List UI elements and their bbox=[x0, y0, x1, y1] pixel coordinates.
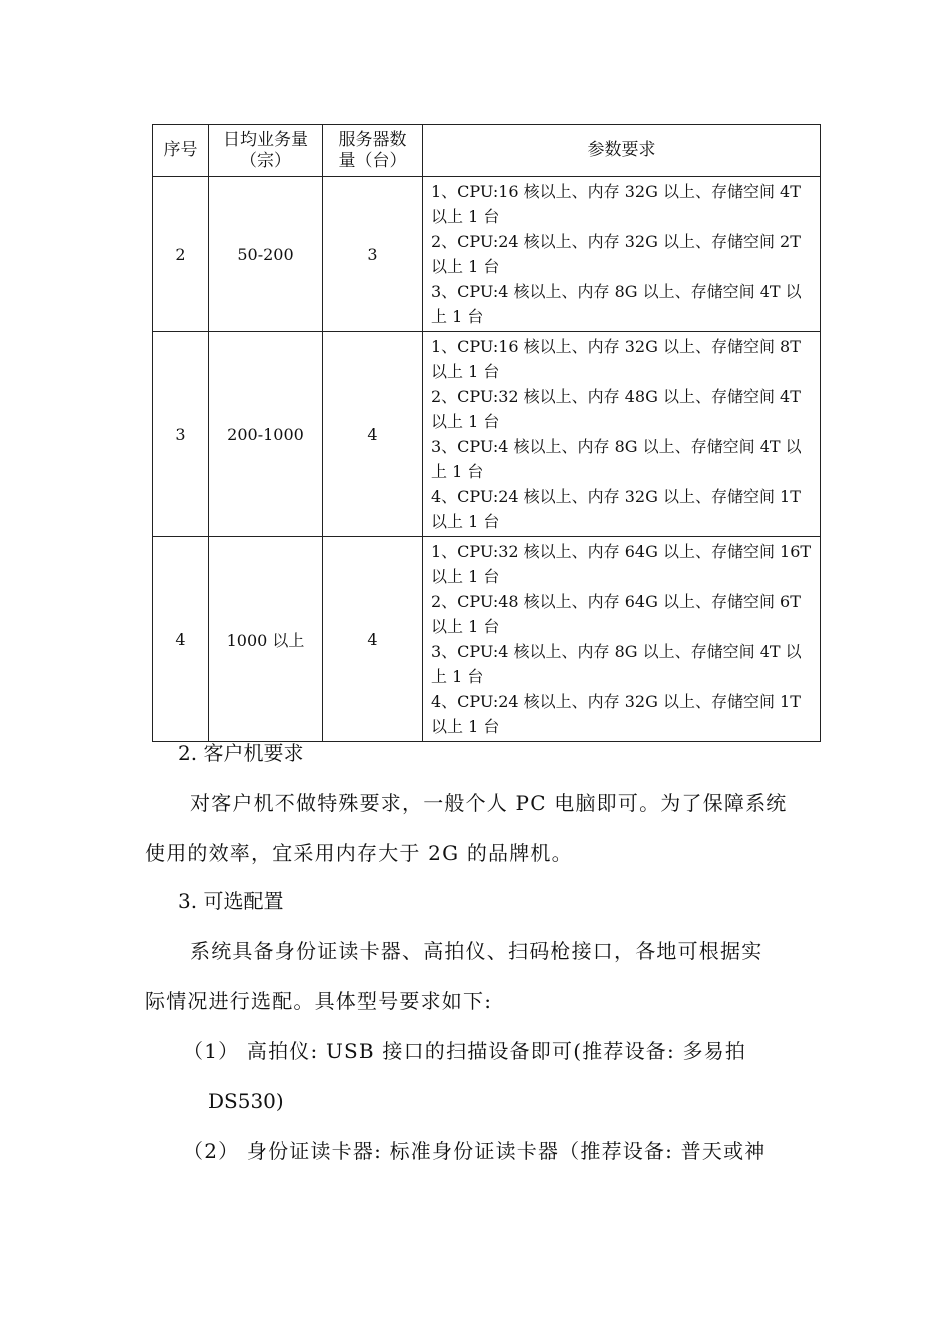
row-volume: 50-200 bbox=[209, 177, 323, 332]
header-daily-volume: 日均业务量 （宗） bbox=[209, 125, 323, 177]
row-no: 3 bbox=[153, 332, 209, 537]
row-requirements bbox=[423, 537, 821, 742]
requirement-item: 1、CPU:16 核以上、内存 32G 以上、存储空间 8T 以上 1 台 bbox=[431, 337, 801, 381]
row-no: 4 bbox=[153, 537, 209, 742]
requirement-item: 4、CPU:24 核以上、内存 32G 以上、存储空间 1T 以上 1 台 bbox=[431, 692, 801, 736]
row-requirements bbox=[423, 332, 821, 537]
row-servers: 4 bbox=[323, 537, 423, 742]
requirement-item: 3、CPU:4 核以上、内存 8G 以上、存储空间 4T 以上 1 台 bbox=[431, 282, 802, 326]
row-requirements bbox=[423, 177, 821, 332]
row-no: 2 bbox=[153, 177, 209, 332]
section-3-heading: 3. 可选配置 bbox=[178, 889, 284, 913]
list-item-high-speed-scanner: （1） 高拍仪: USB 接口的扫描设备即可(推荐设备: 多易拍 bbox=[183, 1039, 747, 1063]
section-2-paragraph-line: 使用的效率，宜采用内存大于 2G 的品牌机。 bbox=[145, 841, 573, 865]
header-server-count: 服务器数 量（台） bbox=[323, 125, 423, 177]
section-3-paragraph-line: 系统具备身份证读卡器、高拍仪、扫码枪接口，各地可根据实 bbox=[190, 939, 763, 963]
requirement-item: 2、CPU:32 核以上、内存 48G 以上、存储空间 4T 以上 1 台 bbox=[431, 387, 801, 431]
table-row bbox=[153, 332, 821, 537]
table-row bbox=[153, 177, 821, 332]
list-item-id-card-reader: （2） 身份证读卡器: 标准身份证读卡器（推荐设备: 普天或神 bbox=[183, 1139, 766, 1163]
requirement-item: 2、CPU:24 核以上、内存 32G 以上、存储空间 2T 以上 1 台 bbox=[431, 232, 801, 276]
requirement-item: 4、CPU:24 核以上、内存 32G 以上、存储空间 1T 以上 1 台 bbox=[431, 487, 801, 531]
row-volume: 200-1000 bbox=[209, 332, 323, 537]
section-2-heading: 2. 客户机要求 bbox=[178, 741, 304, 765]
requirement-item: 1、CPU:32 核以上、内存 64G 以上、存储空间 16T 以上 1 台 bbox=[431, 542, 812, 586]
requirement-item: 2、CPU:48 核以上、内存 64G 以上、存储空间 6T 以上 1 台 bbox=[431, 592, 801, 636]
table-row bbox=[153, 537, 821, 742]
requirement-item: 1、CPU:16 核以上、内存 32G 以上、存储空间 4T 以上 1 台 bbox=[431, 182, 801, 226]
requirement-item: 3、CPU:4 核以上、内存 8G 以上、存储空间 4T 以上 1 台 bbox=[431, 437, 802, 481]
header-no: 序号 bbox=[153, 125, 209, 177]
row-servers: 4 bbox=[323, 332, 423, 537]
row-volume: 1000 以上 bbox=[209, 537, 323, 742]
section-3-paragraph-line: 际情况进行选配。具体型号要求如下: bbox=[145, 989, 493, 1013]
row-servers: 3 bbox=[323, 177, 423, 332]
header-requirements: 参数要求 bbox=[423, 125, 821, 177]
table-header-row bbox=[153, 125, 821, 177]
server-spec-table bbox=[152, 124, 821, 742]
requirement-item: 3、CPU:4 核以上、内存 8G 以上、存储空间 4T 以上 1 台 bbox=[431, 642, 802, 686]
section-2-paragraph-line: 对客户机不做特殊要求，一般个人 PC 电脑即可。为了保障系统 bbox=[190, 791, 788, 815]
list-item-continuation: DS530) bbox=[208, 1089, 284, 1113]
